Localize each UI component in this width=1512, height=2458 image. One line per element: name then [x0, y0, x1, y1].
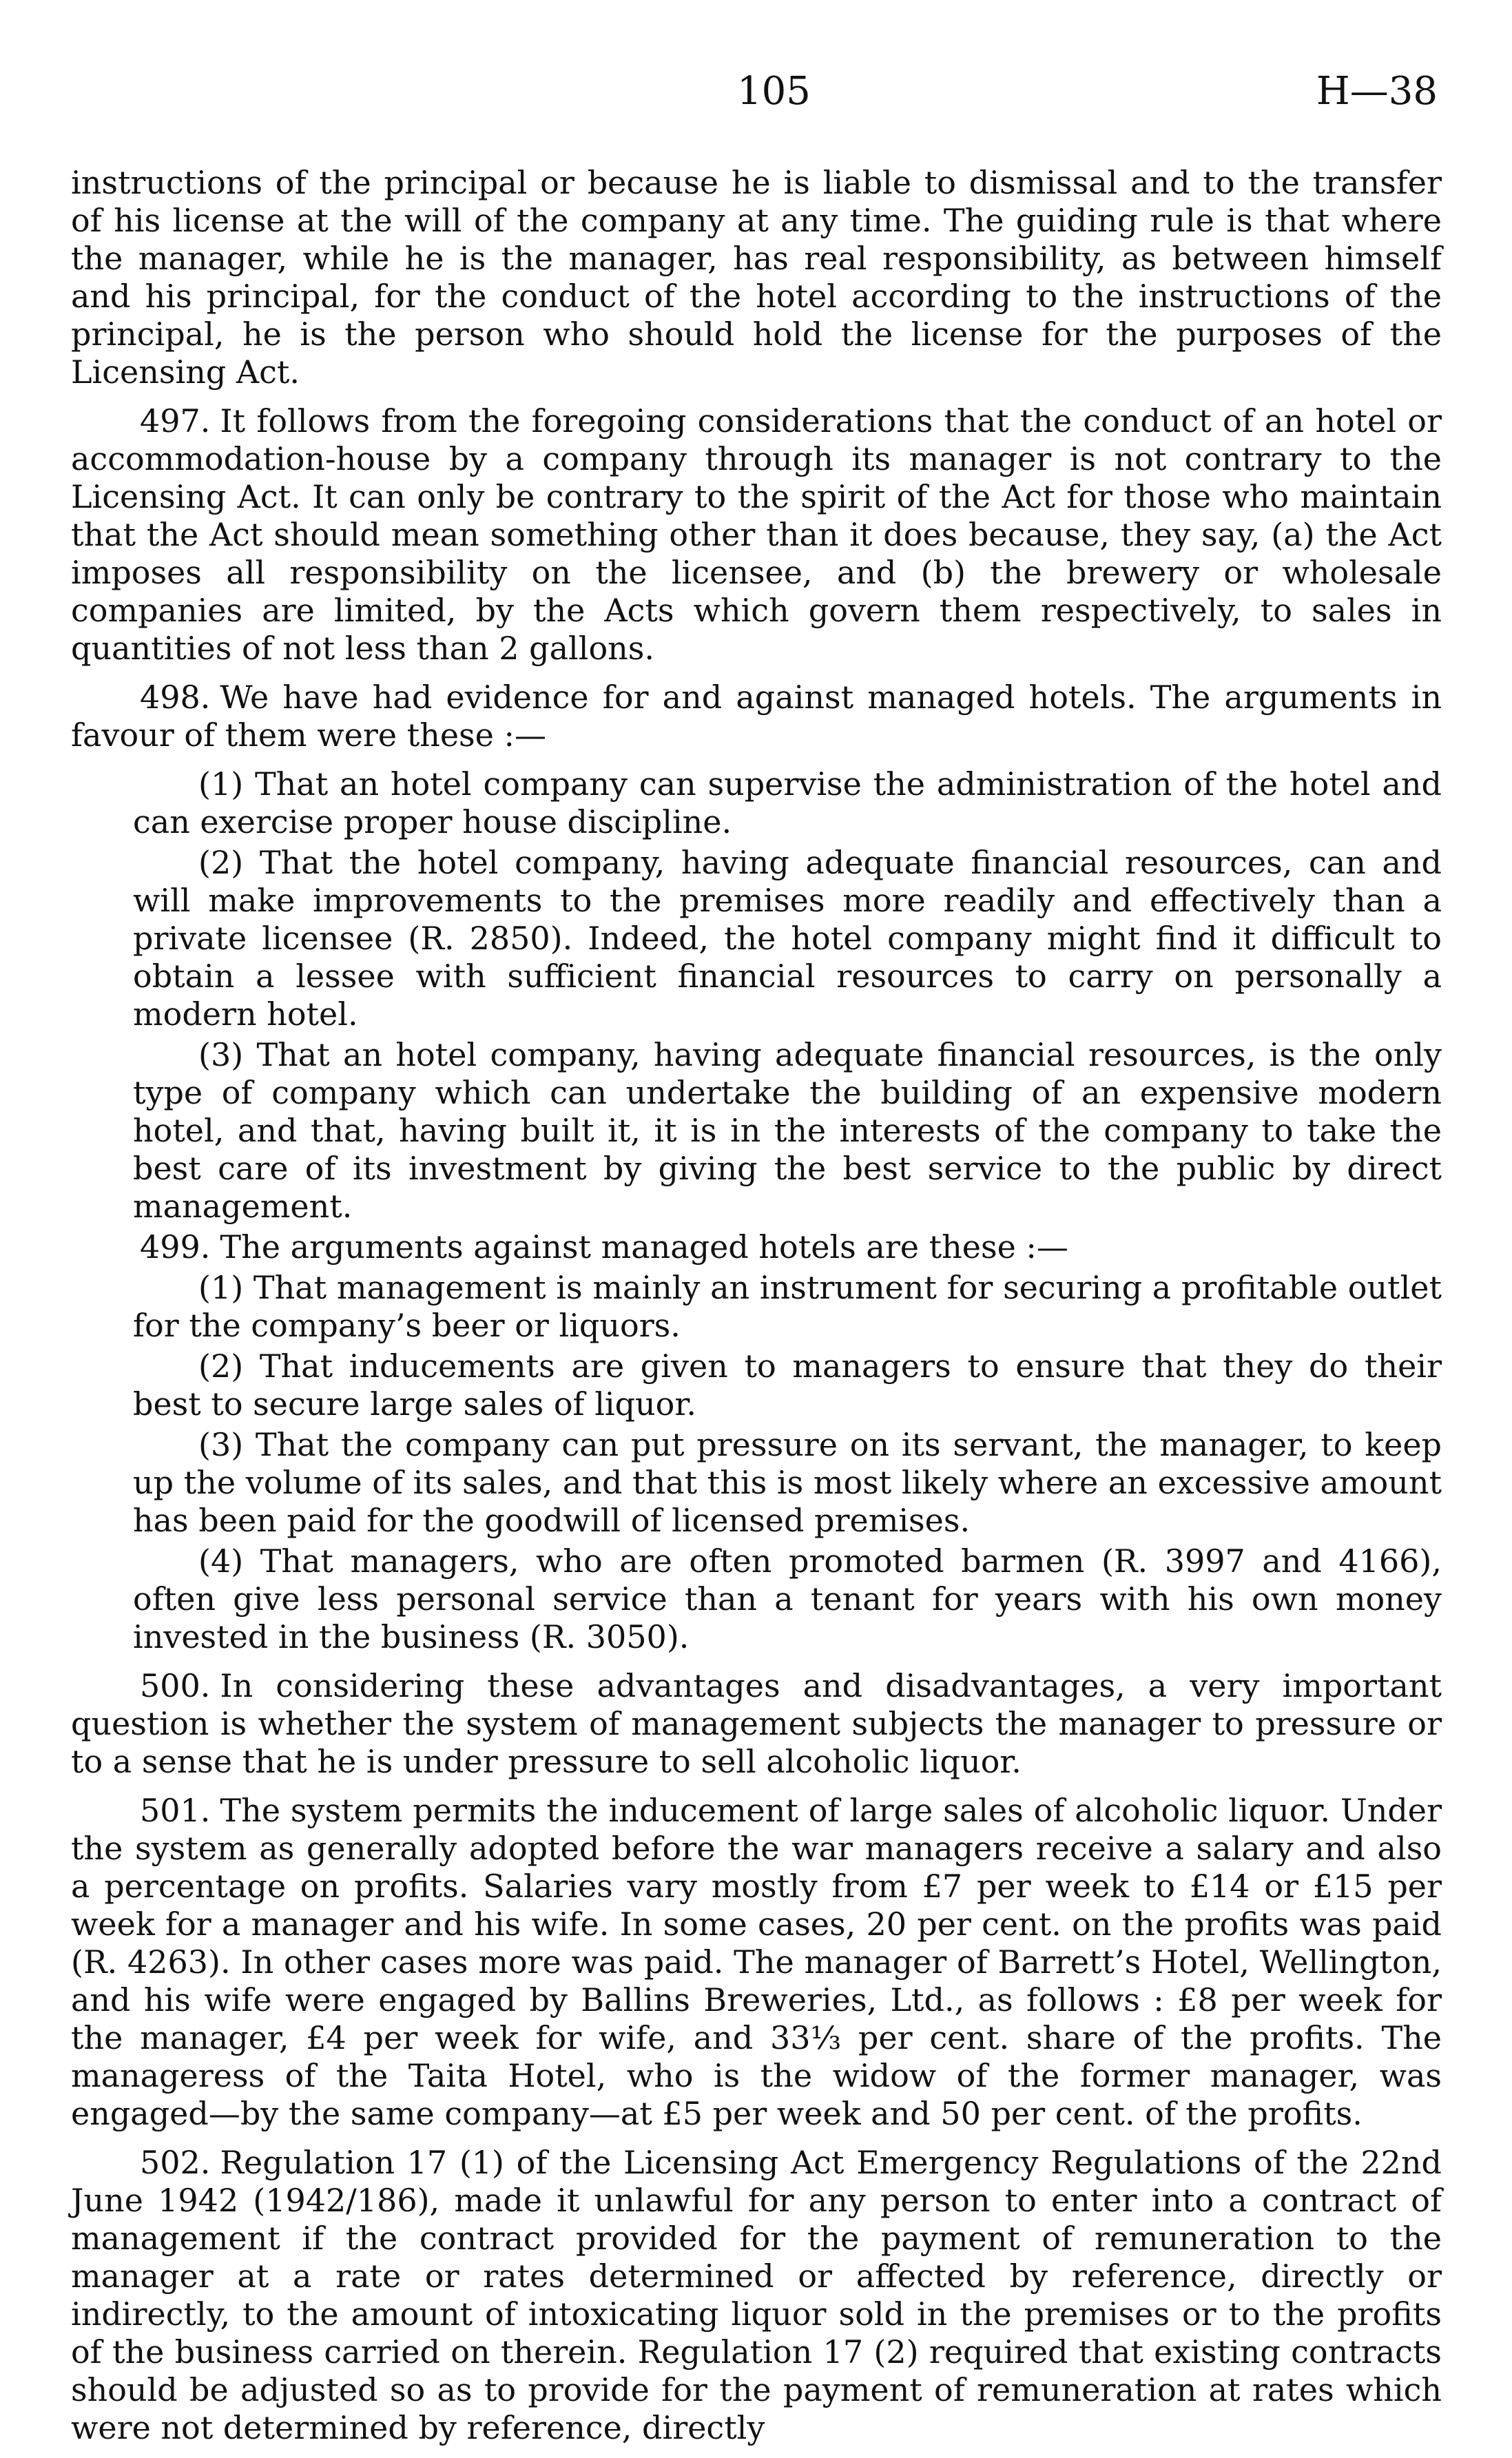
- list-item-text: (4) That managers, who are often promoted barmen (R. 3997 and 4166), often give less personal service than a tenant for years with his own money invested in the business (R. 3050).: [133, 1542, 1442, 1655]
- list-item: [133, 1542, 1442, 1656]
- list-item: [133, 1036, 1442, 1226]
- paragraph-text: The system permits the inducement of large sales of alcoholic liquor. Under the system as generally adopted before the war managers receive a salary and also a percentage on profits. Salaries vary mostly from £7 per week to £14 or £15 per week for a manager and his wife. In some cases, 20 per cent. on the profits was paid (R. 4263). In other cases more was paid. The manager of Barrett’s Hotel, Wellington, and his wife were engaged by Ballins Breweries, Ltd., as follows : £8 per week for the manager, £4 per week for wife, and 33⅓ per cent. share of the profits. The manageress of the Taita Hotel, who is the widow of the former manager, was engaged—by the same company—at £5 per week and 50 per cent. of the profits.: [71, 1792, 1442, 2132]
- document-reference: H—38: [1316, 69, 1438, 114]
- paragraph-text: instructions of the principal or because he is liable to dismissal and to the transfer of his license at the will of the company at any time. The guiding rule is that where the manager, while he is the manager, has real responsibility, as between himself and his principal, for the conduct of the hotel according to the instructions of the principal, he is the person who should hold the license for the purposes of the Licensing Act.: [71, 164, 1442, 391]
- list-item-text: (1) That management is mainly an instrument for securing a profitable outlet for the company’s beer or liquors.: [133, 1269, 1442, 1344]
- paragraph-continued: [71, 164, 1442, 391]
- list-item: [133, 1426, 1442, 1540]
- list-item: [133, 844, 1442, 1033]
- list-item-text: (3) That the company can put pressure on its servant, the manager, to keep up the volume of its sales, and that this is most likely where an excessive amount has been paid for the goodwill of licensed premises.: [133, 1426, 1442, 1539]
- paragraph-text: In considering these advantages and disadvantages, a very important question is whether the system of management subjects the manager to pressure or to a sense that he is under pressure to sell alcoholic liquor.: [71, 1667, 1442, 1780]
- paragraph-text: We have had evidence for and against managed hotels. The arguments in favour of them were these :—: [71, 679, 1442, 754]
- paragraph-498: [71, 679, 1442, 754]
- list-item: [133, 765, 1442, 841]
- paragraph-number: 502.: [140, 2144, 211, 2181]
- paragraph-499: [71, 1228, 1442, 1266]
- paragraph-text: It follows from the foregoing considerations that the conduct of an hotel or accommodation-house by a company through its manager is not contrary to the Licensing Act. It can only be contrary to the spirit of the Act for those who maintain that the Act should mean something other than it does because, they say, (a) the Act imposes all responsibility on the licensee, and (b) the brewery or wholesale companies are limited, by the Acts which govern them respectively, to sales in quantities of not less than 2 gallons.: [71, 402, 1442, 667]
- paragraph-number: 498.: [140, 679, 211, 716]
- paragraph-502: [71, 2144, 1442, 2447]
- page-header: [0, 69, 1512, 124]
- list-item-text: (2) That inducements are given to managers to ensure that they do their best to secure large sales of liquor.: [133, 1347, 1442, 1423]
- paragraph-501: [71, 1792, 1442, 2133]
- paragraph-number: 500.: [140, 1667, 211, 1704]
- paragraph-number: 501.: [140, 1792, 211, 1829]
- paragraph-text: The arguments against managed hotels are these :—: [220, 1228, 1068, 1266]
- list-item: [133, 1269, 1442, 1345]
- body-text: [71, 164, 1442, 2458]
- paragraph-text: Regulation 17 (1) of the Licensing Act Emergency Regulations of the 22nd June 1942 (1942/186), made it unlawful for any person to enter into a contract of management if the contract provided for the payment of remuneration to the manager at a rate or rates determined or affected by reference, directly or indirectly, to the amount of intoxicating liquor sold in the premises or to the profits of the business carried on therein. Regulation 17 (2) required that existing contracts should be adjusted so as to provide for the payment of remuneration at rates which were not determined by reference, directly: [71, 2144, 1442, 2446]
- list-item-text: (1) That an hotel company can supervise the administration of the hotel and can exercise proper house discipline.: [133, 765, 1442, 840]
- paragraph-500: [71, 1667, 1442, 1781]
- page-number: 105: [737, 69, 811, 114]
- list-item: [133, 1347, 1442, 1423]
- paragraph-number: 497.: [140, 402, 211, 440]
- paragraph-497: [71, 402, 1442, 668]
- list-item-text: (2) That the hotel company, having adequate financial resources, can and will make improvements to the premises more readily and effectively than a private licensee (R. 2850). Indeed, the hotel company might find it difficult to obtain a lessee with sufficient financial resources to carry on personally a modern hotel.: [133, 844, 1442, 1033]
- list-item-text: (3) That an hotel company, having adequate financial resources, is the only type of company which can undertake the building of an expensive modern hotel, and that, having built it, it is in the interests of the company to take the best care of its investment by giving the best service to the public by direct management.: [133, 1036, 1442, 1225]
- paragraph-number: 499.: [140, 1228, 211, 1266]
